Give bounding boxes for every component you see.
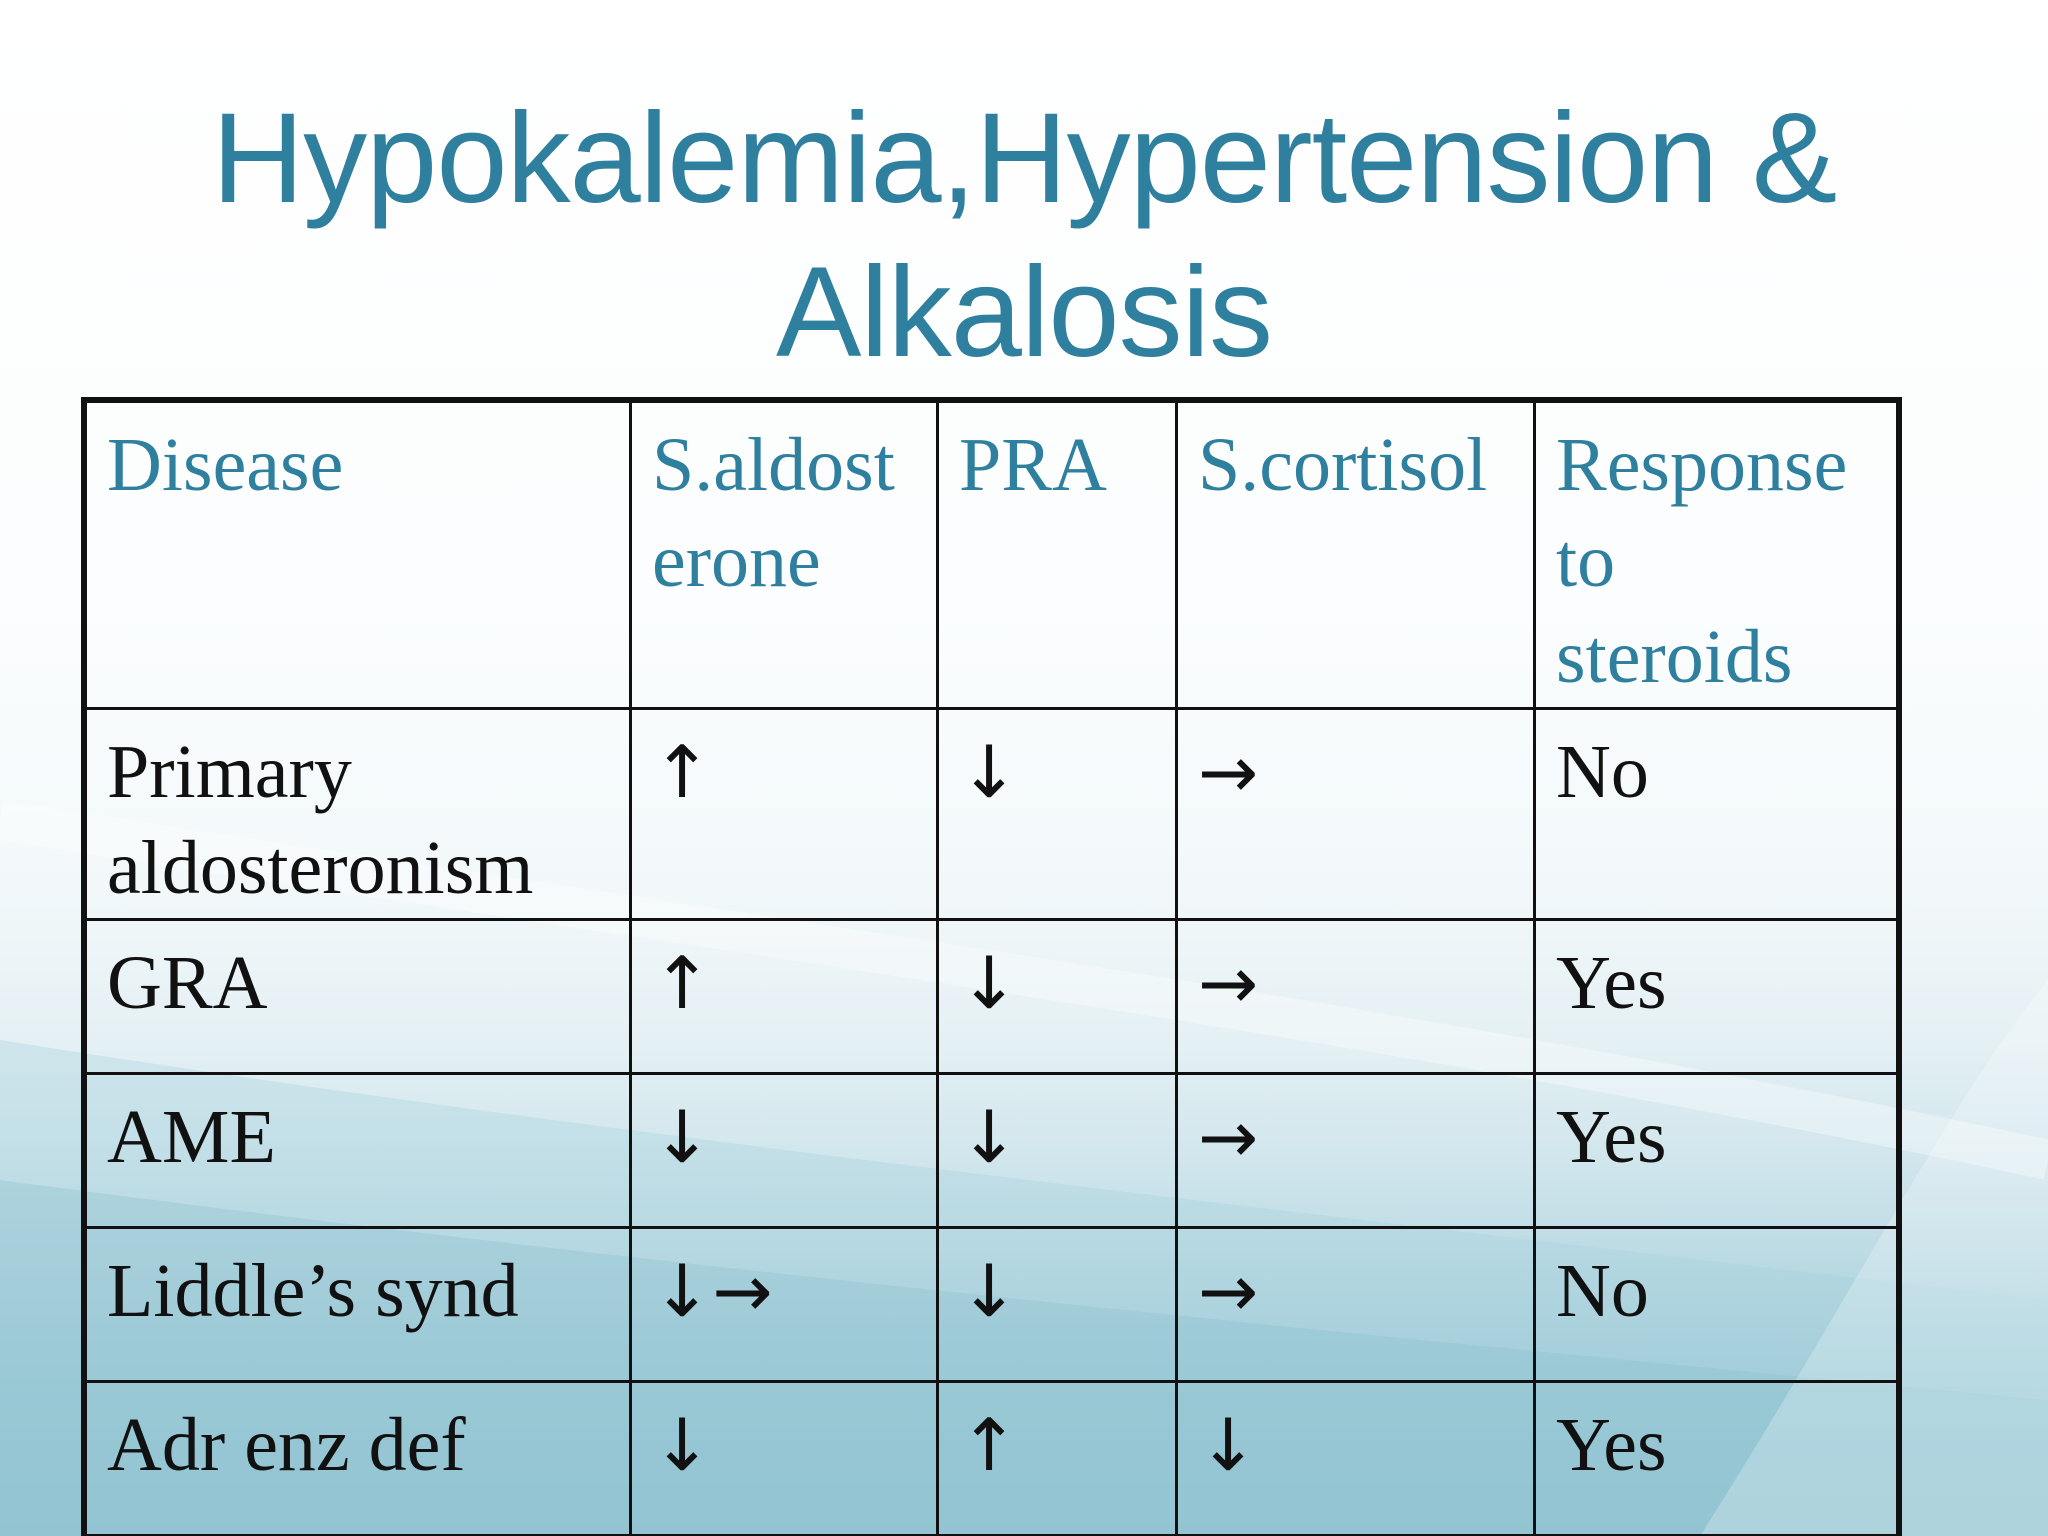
header-response-line3: steroids [1556, 615, 1793, 699]
cell-disease: Adr enz def [86, 1382, 631, 1536]
arrow-up-icon: ↑ [652, 730, 713, 814]
header-aldosterone-line1: S.aldost [652, 423, 895, 507]
arrow-down-icon: ↓ [1198, 1403, 1259, 1487]
table-row [86, 1382, 1898, 1536]
slide-title-line1: Hypokalemia,Hypertension & [211, 87, 1837, 230]
cell-pra [938, 920, 1177, 1074]
cell-cortisol [1177, 920, 1535, 1074]
cell-aldosterone [631, 1382, 938, 1536]
cell-cortisol [1177, 1074, 1535, 1228]
cell-pra [938, 709, 1177, 920]
arrow-up-icon: ↑ [959, 1403, 1020, 1487]
cell-response: No [1535, 709, 1898, 920]
cell-cortisol [1177, 709, 1535, 920]
cell-response: No [1535, 1228, 1898, 1382]
arrow-down-icon: ↓ [652, 1403, 713, 1487]
cell-disease [86, 709, 631, 920]
cell-cortisol [1177, 1382, 1535, 1536]
cell-disease-line1: Primary [107, 730, 352, 814]
cell-response: Yes [1535, 1074, 1898, 1228]
cell-aldosterone [631, 1228, 938, 1382]
slide-title [0, 82, 2048, 390]
cell-response: Yes [1535, 1382, 1898, 1536]
arrow-right-icon: → [1198, 1095, 1259, 1179]
cell-aldosterone [631, 1074, 938, 1228]
header-response-line1: Response [1556, 423, 1848, 507]
table-header-row [86, 402, 1898, 709]
arrow-down-icon: ↓ [959, 1249, 1020, 1333]
table-row [86, 1228, 1898, 1382]
arrow-down-icon: ↓ [652, 1095, 713, 1179]
arrow-up-icon: ↑ [652, 941, 713, 1025]
table-row [86, 709, 1898, 920]
cell-pra [938, 1228, 1177, 1382]
cell-pra [938, 1382, 1177, 1536]
arrow-right-icon: → [1198, 1249, 1259, 1333]
arrow-right-icon: → [1198, 941, 1259, 1025]
cell-aldosterone [631, 709, 938, 920]
table-row [86, 920, 1898, 1074]
arrow-down-icon: ↓ [959, 1095, 1020, 1179]
header-response [1535, 402, 1898, 709]
cell-disease: Liddle’s synd [86, 1228, 631, 1382]
cell-disease-line2: aldosteronism [107, 826, 534, 910]
cell-cortisol [1177, 1228, 1535, 1382]
cell-response: Yes [1535, 920, 1898, 1074]
header-response-line2: to [1556, 519, 1616, 603]
header-aldosterone [631, 402, 938, 709]
cell-disease: GRA [86, 920, 631, 1074]
header-cortisol: S.cortisol [1177, 402, 1535, 709]
arrow-down-right-icon: ↓→ [652, 1249, 773, 1333]
arrow-down-icon: ↓ [959, 941, 1020, 1025]
arrow-right-icon: → [1198, 730, 1259, 814]
arrow-down-icon: ↓ [959, 730, 1020, 814]
slide-title-line2: Alkalosis [775, 241, 1273, 384]
cell-aldosterone [631, 920, 938, 1074]
header-pra: PRA [938, 402, 1177, 709]
table-row [86, 1074, 1898, 1228]
cell-pra [938, 1074, 1177, 1228]
cell-disease: AME [86, 1074, 631, 1228]
header-aldosterone-line2: erone [652, 519, 821, 603]
header-disease: Disease [86, 402, 631, 709]
comparison-table [84, 400, 1899, 1536]
